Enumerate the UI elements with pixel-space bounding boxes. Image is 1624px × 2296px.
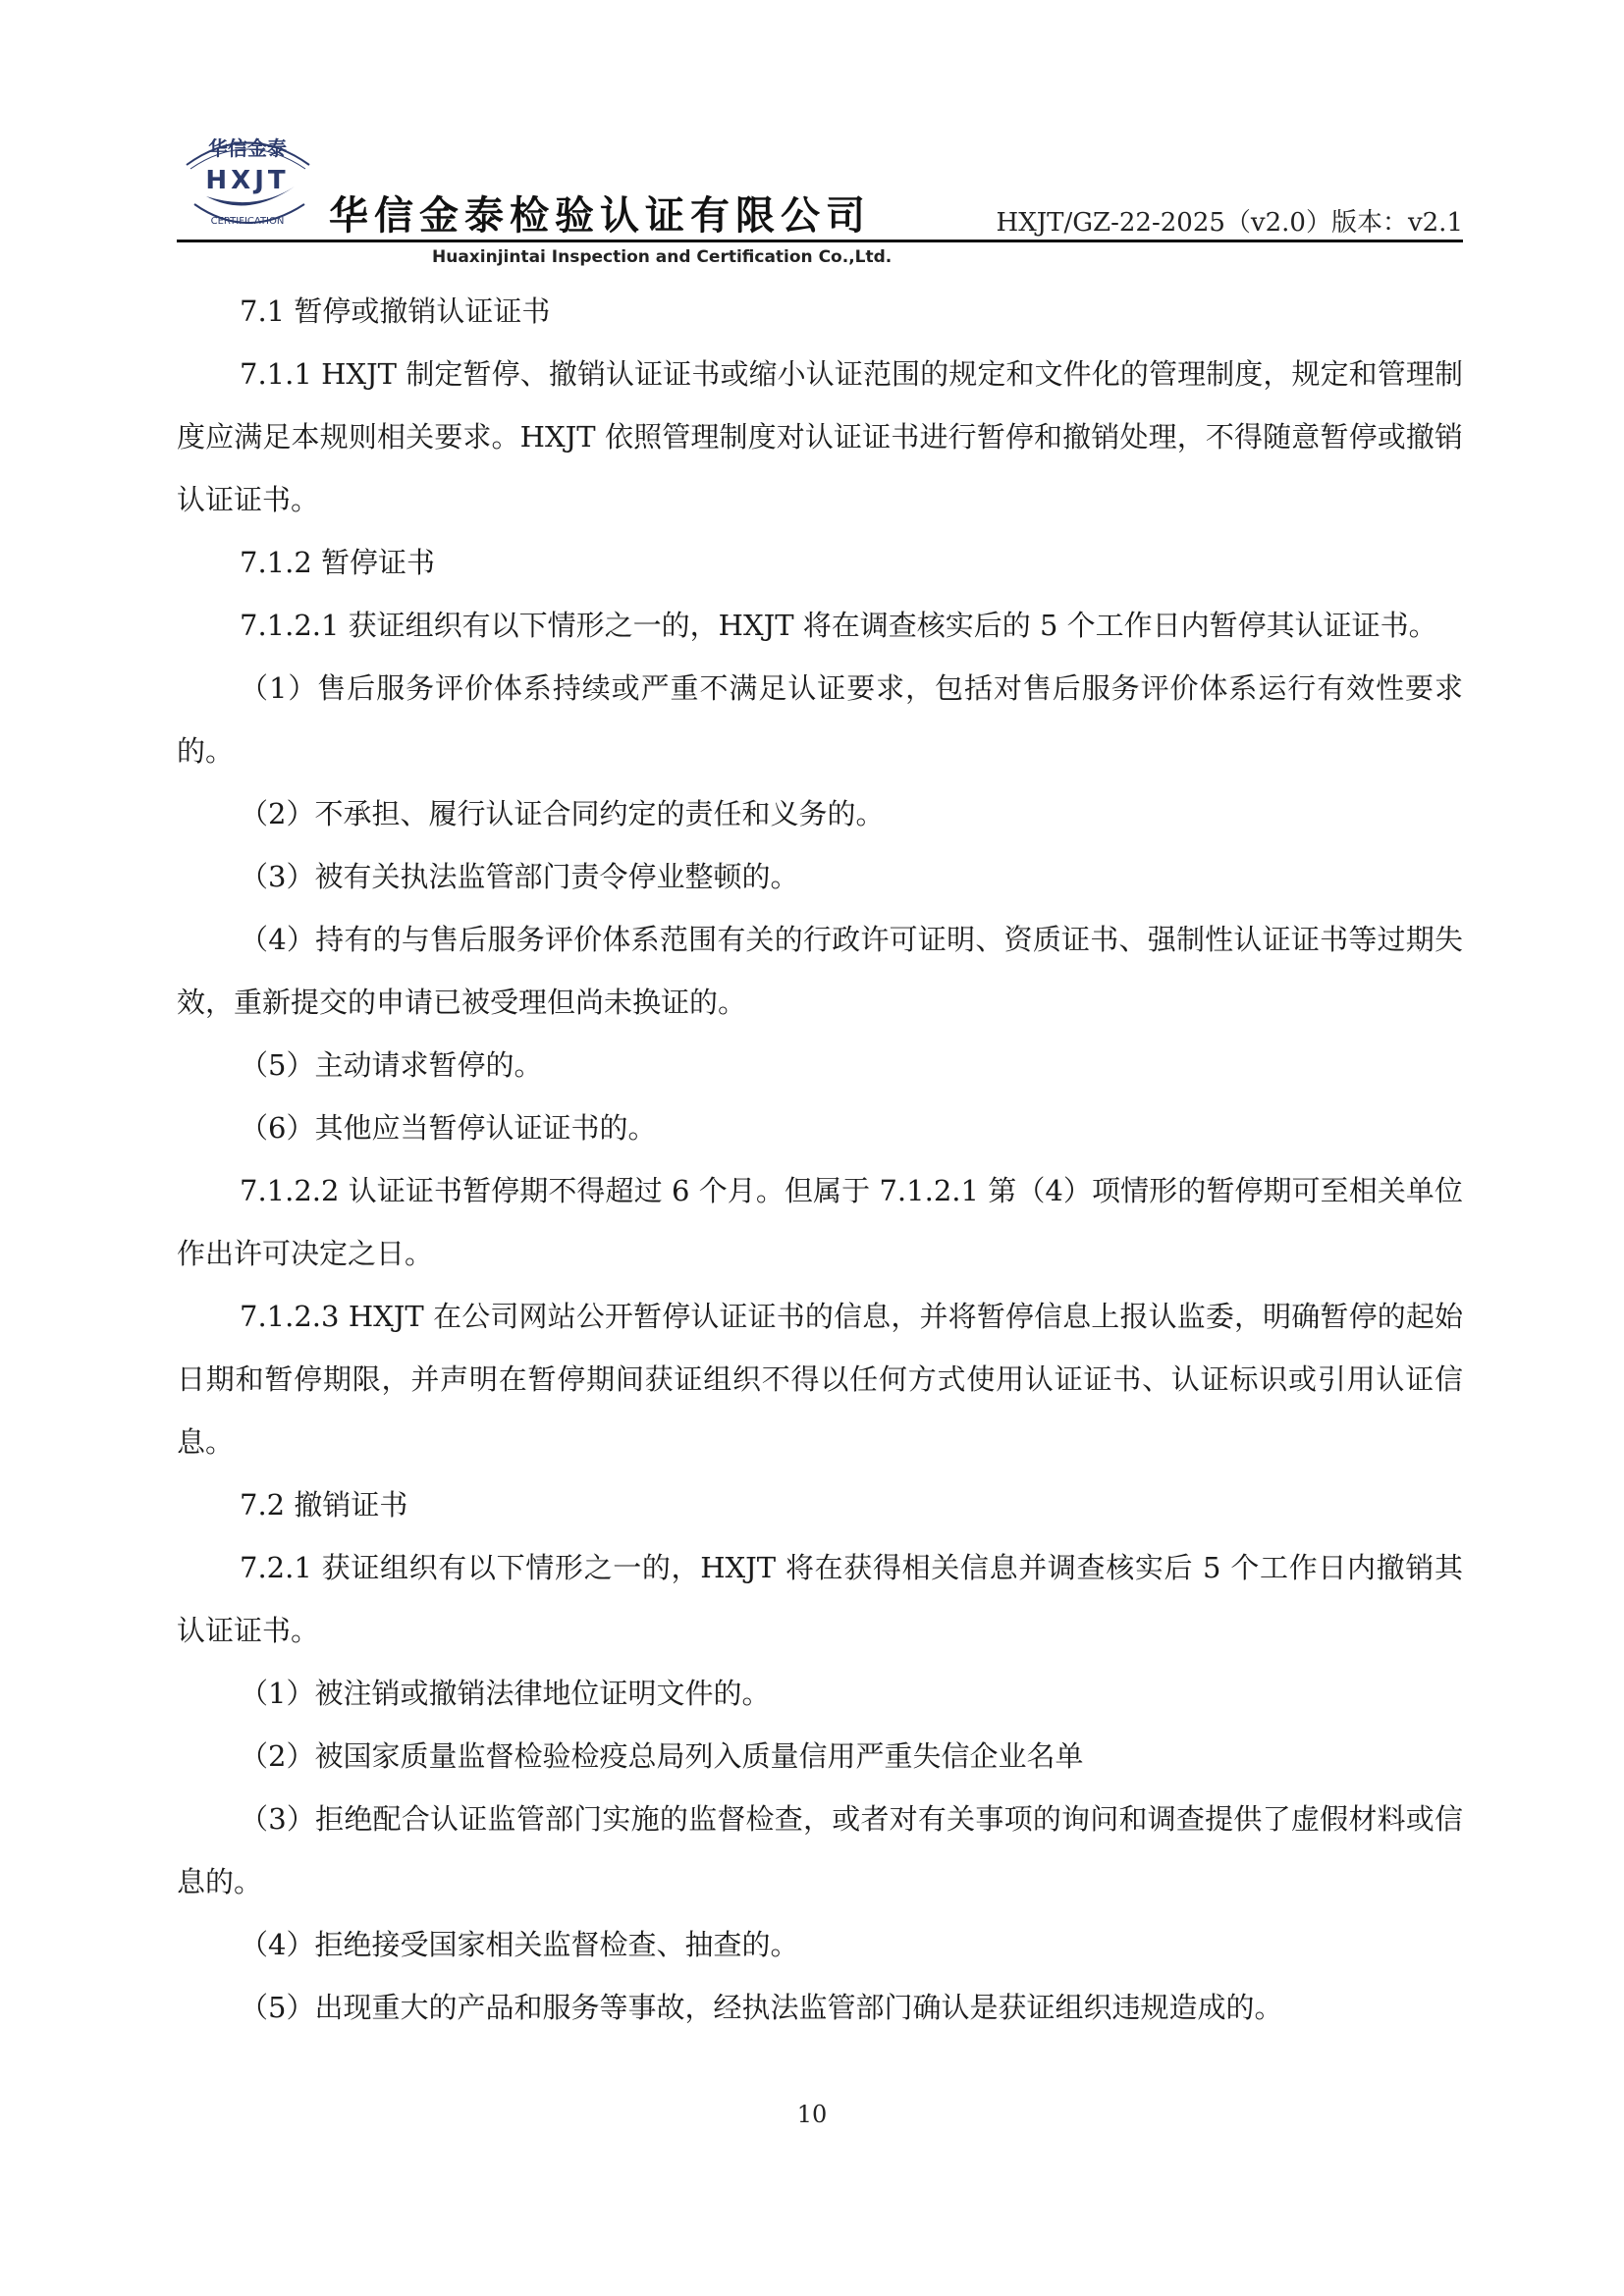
- section-heading: 7.1.2 暂停证书: [240, 546, 436, 579]
- list-item: （1）售后服务评价体系持续或严重不满足认证要求，包括对售后服务评价体系运行有效性要求的。: [177, 671, 1463, 768]
- document-body: [177, 280, 1463, 2039]
- page-header: [177, 126, 1463, 273]
- company-name-cn: 华信金泰检验认证有限公司: [329, 193, 871, 239]
- list-item: （4）持有的与售后服务评价体系范围有关的行政许可证明、资质证书、强制性认证证书等过期失效，重新提交的申请已被受理但尚未换证的。: [177, 923, 1463, 1019]
- list-item: （2）不承担、履行认证合同约定的责任和义务的。: [240, 797, 885, 830]
- paragraph: 7.1.2.1 获证组织有以下情形之一的，HXJT 将在调查核实后的 5 个工作日内暂停其认证证书。: [240, 609, 1437, 642]
- list-item: （5）出现重大的产品和服务等事故，经执法监管部门确认是获证组织违规造成的。: [240, 1991, 1283, 2024]
- paragraph: 7.2.1 获证组织有以下情形之一的，HXJT 将在获得相关信息并调查核实后 5 个工作日内撤销其认证证书。: [177, 1551, 1463, 1647]
- company-name-en: Huaxinjintai Inspection and Certification Co.,Ltd.: [432, 247, 893, 267]
- list-item: （3）被有关执法监管部门责令停业整顿的。: [240, 860, 799, 893]
- list-item: （2）被国家质量监督检验检疫总局列入质量信用严重失信企业名单: [240, 1739, 1084, 1773]
- section-heading: 7.1 暂停或撤销认证证书: [240, 294, 551, 328]
- page-number: 10: [796, 2101, 828, 2128]
- list-item: （3）拒绝配合认证监管部门实施的监督检查，或者对有关事项的询问和调查提供了虚假材料或信息的。: [177, 1802, 1463, 1898]
- svg-text:华信金泰: 华信金泰: [208, 136, 287, 160]
- list-item: （5）主动请求暂停的。: [240, 1048, 543, 1082]
- svg-text:HXJT: HXJT: [205, 166, 290, 195]
- header-rule: [177, 240, 1463, 242]
- paragraph: 7.1.2.3 HXJT 在公司网站公开暂停认证证书的信息，并将暂停信息上报认监委，明确暂停的起始日期和暂停期限，并声明在暂停期间获证组织不得以任何方式使用认证证书、认证标识或引用认证信息。: [177, 1300, 1463, 1459]
- list-item: （1）被注销或撤销法律地位证明文件的。: [240, 1677, 771, 1710]
- list-item: （4）拒绝接受国家相关监督检查、抽查的。: [240, 1928, 799, 1961]
- paragraph: 7.1.2.2 认证证书暂停期不得超过 6 个月。但属于 7.1.2.1 第（4）项情形的暂停期可至相关单位作出许可决定之日。: [177, 1174, 1463, 1270]
- list-item: （6）其他应当暂停认证证书的。: [240, 1111, 657, 1145]
- company-logo: [177, 126, 319, 239]
- document-number: HXJT/GZ-22-2025（v2.0）版本：v2.1: [996, 208, 1463, 238]
- section-heading: 7.2 撤销证书: [240, 1488, 408, 1522]
- paragraph: 7.1.1 HXJT 制定暂停、撤销认证证书或缩小认证范围的规定和文件化的管理制度，规定和管理制度应满足本规则相关要求。HXJT 依照管理制度对认证证书进行暂停和撤销处理，不得随意暂停或撤销认证证书。: [177, 357, 1463, 516]
- svg-text:CERTIFICATION: CERTIFICATION: [210, 216, 285, 227]
